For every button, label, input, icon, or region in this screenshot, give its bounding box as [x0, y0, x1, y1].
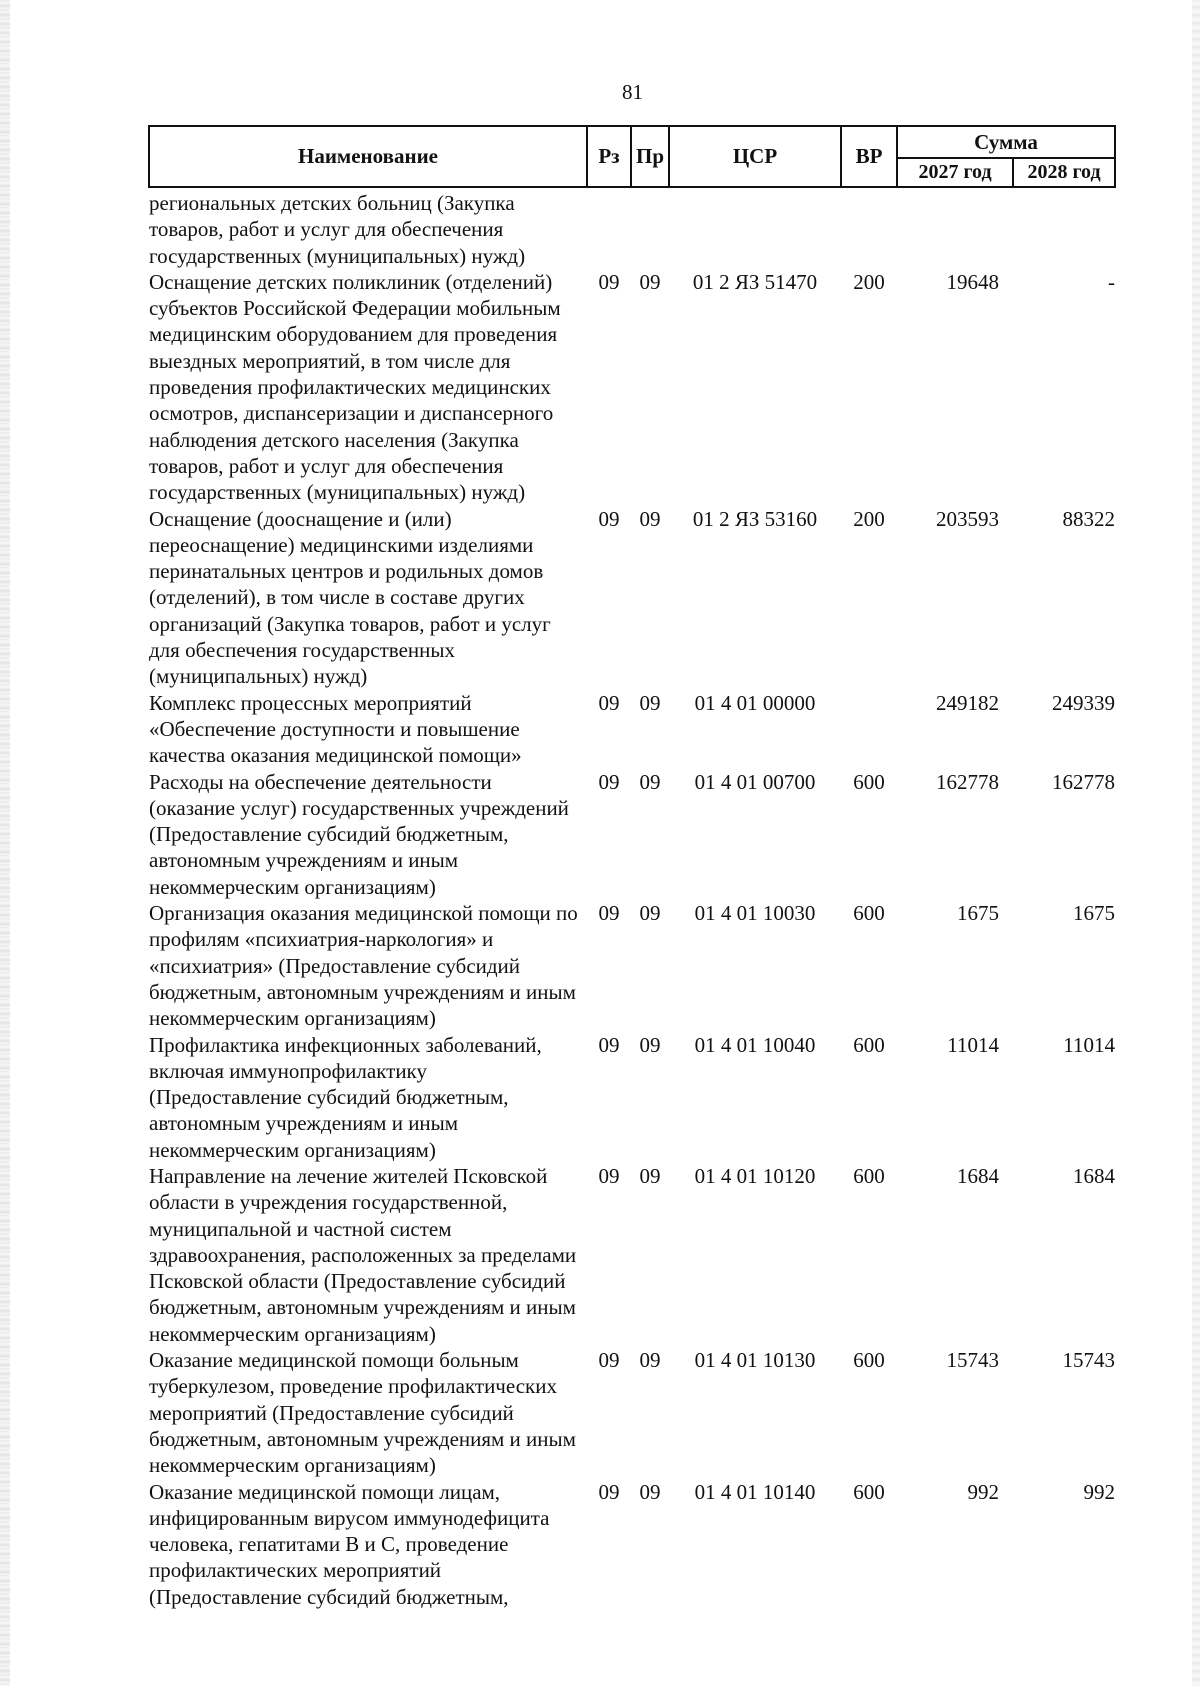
- table-row: [149, 690, 1115, 769]
- header-csr: ЦСР: [669, 126, 841, 187]
- row-pr: 09: [639, 1348, 661, 1373]
- row-pr: 09: [639, 506, 661, 531]
- row-pr: [631, 187, 669, 269]
- row-vr: 600: [853, 769, 885, 794]
- row-csr: 01 4 01 10140: [694, 1479, 816, 1504]
- row-amount-2027: 203593: [936, 506, 999, 531]
- row-csr: 01 2 ЯЗ 53160: [692, 506, 818, 531]
- row-amount-2028: 15743: [1062, 1348, 1115, 1373]
- header-year-2027: 2027 год: [897, 158, 1013, 187]
- row-name: Расходы на обеспечение деятельности (оказание услуг) государственных учреждений (Предоставление субсидий бюджетным, автономным учреждениям и иным некоммерческим организациям): [149, 769, 569, 899]
- row-amount-2028: 1675: [1073, 901, 1115, 926]
- row-name: Комплекс процессных мероприятий «Обеспечение доступности и повышение качества оказания медицинской помощи»: [149, 690, 522, 768]
- row-vr: [841, 187, 897, 269]
- header-rz: Рз: [587, 126, 631, 187]
- row-name: Организация оказания медицинской помощи по профилям «психиатрия-наркология» и «психиатрия» (Предоставление субсидий бюджетным, автономным учреждениям и иным некоммерческим организациям): [149, 901, 578, 1031]
- row-amount-2028: 249339: [1052, 690, 1115, 715]
- row-amount-2027: [897, 187, 1013, 269]
- row-amount-2028: 162778: [1052, 769, 1115, 794]
- row-rz: 09: [598, 1348, 620, 1373]
- row-amount-2028: 992: [1083, 1479, 1115, 1504]
- row-pr: 09: [639, 769, 661, 794]
- row-amount-2028: 88322: [1062, 506, 1115, 531]
- row-amount-2028: 11014: [1063, 1032, 1115, 1057]
- row-name: Направление на лечение жителей Псковской области в учреждения государственной, муниципальной и частной систем здравоохранения, расположенных за пределами Псковской области (Предоставление субсидий бюджетным, автономным учреждениям и иным некоммерческим организациям): [149, 1163, 577, 1346]
- page-number: 81: [622, 80, 643, 104]
- row-amount-2027: 1684: [957, 1163, 999, 1188]
- row-amount-2027: 1675: [957, 901, 999, 926]
- row-csr: 01 4 01 10040: [694, 1032, 816, 1057]
- row-csr: 01 4 01 00700: [694, 769, 816, 794]
- row-rz: 09: [598, 506, 620, 531]
- row-pr: 09: [639, 901, 661, 926]
- row-name: Оказание медицинской помощи лицам, инфицированным вирусом иммунодефицита человека, гепатитами В и С, проведение профилактических мероприятий (Предоставление субсидий бюджетным,: [149, 1479, 550, 1609]
- row-rz: [587, 187, 631, 269]
- header-vr: ВР: [841, 126, 897, 187]
- row-rz: 09: [598, 1032, 620, 1057]
- row-amount-2027: 162778: [936, 769, 999, 794]
- row-name: Оснащение детских поликлиник (отделений) субъектов Российской Федерации мобильным медицинским оборудованием для проведения выездных мероприятий, в том числе для проведения профилактических медицинских осмотров, диспансеризации и диспансерного наблюдения детского населения (Закупка товаров, работ и услуг для обеспечения государственных (муниципальных) нужд): [149, 269, 561, 505]
- scan-edge-left: [0, 0, 10, 1686]
- row-amount-2027: 19648: [946, 269, 999, 294]
- row-csr: 01 4 01 10030: [694, 901, 816, 926]
- row-name: Профилактика инфекционных заболеваний, включая иммунопрофилактику (Предоставление субсидий бюджетным, автономным учреждениям и иным некоммерческим организациям): [149, 1032, 542, 1162]
- row-rz: 09: [598, 269, 620, 294]
- table-row: [149, 187, 1115, 269]
- row-amount-2027: 249182: [936, 690, 999, 715]
- row-pr: 09: [639, 1032, 661, 1057]
- row-vr: 600: [853, 1348, 885, 1373]
- row-vr: 600: [853, 901, 885, 926]
- table-row: [149, 1163, 1115, 1347]
- row-vr: 600: [853, 1032, 885, 1057]
- table-header: [149, 126, 1115, 187]
- header-sum: Сумма: [897, 126, 1115, 158]
- table-row: [149, 900, 1115, 1031]
- row-vr: [841, 690, 897, 769]
- row-amount-2027: 992: [967, 1479, 999, 1504]
- row-pr: 09: [639, 690, 661, 715]
- row-rz: 09: [598, 1163, 620, 1188]
- header-pr: Пр: [631, 126, 669, 187]
- row-amount-2027: 15743: [946, 1348, 999, 1373]
- row-vr: 600: [853, 1479, 885, 1504]
- row-csr: 01 4 01 00000: [694, 690, 816, 715]
- table-row: [149, 1032, 1115, 1163]
- row-csr: 01 2 ЯЗ 51470: [692, 269, 818, 294]
- row-vr: 200: [853, 269, 885, 294]
- header-name: Наименование: [149, 126, 587, 187]
- row-csr: 01 4 01 10130: [694, 1348, 816, 1373]
- row-pr: 09: [639, 1479, 661, 1504]
- table-row: [149, 269, 1115, 506]
- header-year-2028: 2028 год: [1013, 158, 1115, 187]
- row-vr: 200: [853, 506, 885, 531]
- row-vr: 600: [853, 1163, 885, 1188]
- row-amount-2028: 1684: [1073, 1163, 1115, 1188]
- table-row: [149, 769, 1115, 900]
- row-pr: 09: [639, 1163, 661, 1188]
- row-rz: 09: [598, 690, 620, 715]
- row-amount-2028: -: [1108, 269, 1115, 294]
- budget-table: [148, 125, 1116, 1610]
- scan-edge-right: [1192, 0, 1200, 1686]
- row-rz: 09: [598, 1479, 620, 1504]
- table-body: [149, 187, 1115, 1610]
- row-name: региональных детских больниц (Закупка товаров, работ и услуг для обеспечения государственных (муниципальных) нужд): [149, 191, 526, 268]
- table-row: [149, 1347, 1115, 1478]
- row-name: Оказание медицинской помощи больным туберкулезом, проведение профилактических мероприятий (Предоставление субсидий бюджетным, автономным учреждениям и иным некоммерческим организациям): [149, 1348, 576, 1478]
- row-name: Оснащение (дооснащение и (или) переоснащение) медицинскими изделиями перинатальных центров и родильных домов (отделений), в том числе в составе других организаций (Закупка товаров, работ и услуг для обеспечения государственных (муниципальных) нужд): [149, 506, 551, 689]
- table-row: [149, 506, 1115, 690]
- row-amount-2027: 11014: [947, 1032, 999, 1057]
- row-rz: 09: [598, 769, 620, 794]
- row-pr: 09: [639, 269, 661, 294]
- row-csr: 01 4 01 10120: [694, 1163, 816, 1188]
- table-row: [149, 1479, 1115, 1610]
- row-amount-2028: [1013, 187, 1115, 269]
- row-rz: 09: [598, 901, 620, 926]
- row-csr: [669, 187, 841, 269]
